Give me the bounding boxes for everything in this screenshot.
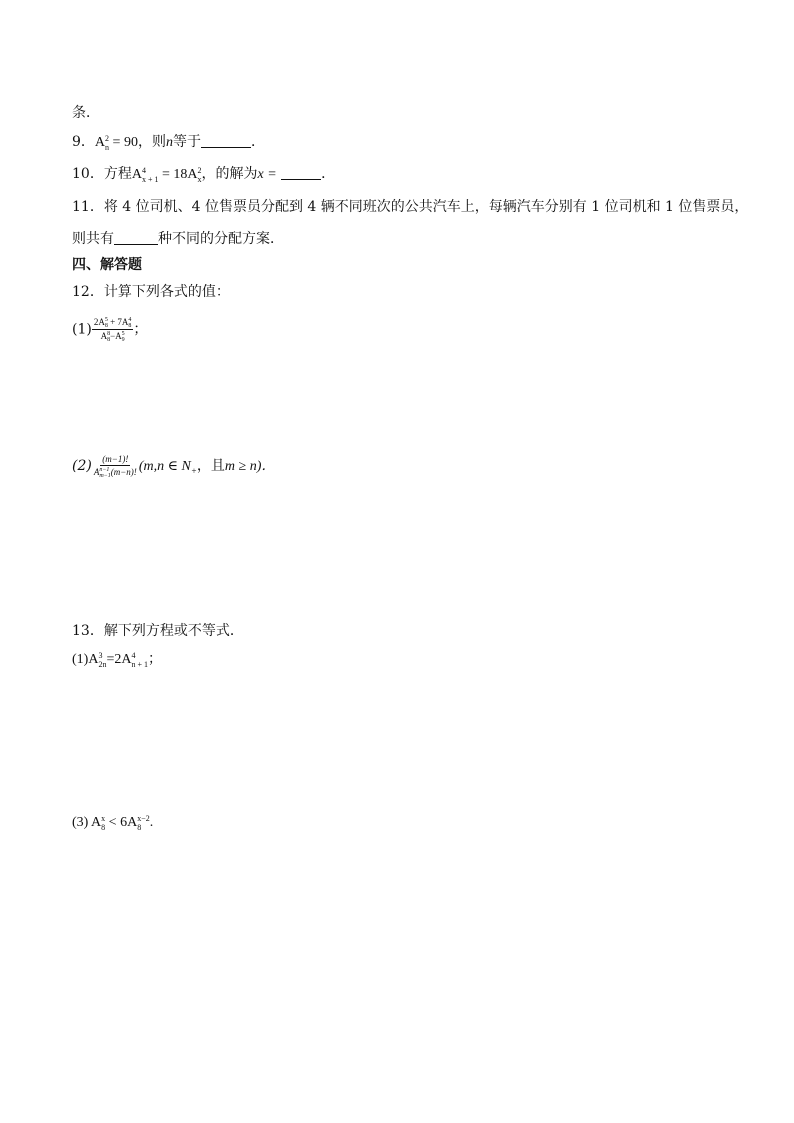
question-10-equation: A 4 x + 1 = 18A 2 x bbox=[131, 165, 202, 184]
question-12-part-2: (2) (m−1)! A n−1 m−1 (m−n)! (m,n ∈ $N_+$，且m ≥ n)． bbox=[72, 454, 276, 479]
question-12-title: 12．计算下列各式的值： bbox=[72, 284, 230, 300]
answer-blank[interactable] bbox=[201, 133, 251, 148]
question-11-line-1: 11．将 4 位司机、4 位售票员分配到 4 辆不同班次的公共汽车上，每辆汽车分别有 1 位司机和 1 位售票员， bbox=[72, 199, 749, 215]
fraction: (m−1)! A n−1 m−1 (m−n)! bbox=[93, 454, 137, 479]
answer-blank[interactable] bbox=[281, 165, 321, 180]
question-9-permutation: A 2 n = 90 bbox=[94, 133, 138, 152]
question-11-line-2: 则共有 种不同的分配方案． bbox=[72, 231, 284, 247]
question-10: 10．方程A 4 x + 1 = 18A 2 x ，的解为x = ． bbox=[72, 165, 336, 184]
continuation-text: 条． bbox=[72, 105, 100, 121]
section-heading: 四、解答题 bbox=[72, 257, 142, 273]
question-13-part-3: (3) A x 8 < 6A x−2 8 . bbox=[72, 813, 154, 832]
question-12-part-1: (1) 2A 5 8 + 7A 4 8 A 8 8 −A 5 9 ； bbox=[72, 316, 148, 343]
question-9: 9．A 2 n = 90，则n等于 ． bbox=[72, 133, 265, 152]
fraction: 2A 5 8 + 7A 4 8 A 8 8 −A 5 9 bbox=[93, 316, 132, 343]
answer-blank[interactable] bbox=[114, 230, 158, 245]
question-13-title: 13．解下列方程或不等式． bbox=[72, 623, 244, 639]
question-13-part-1: (1)A 3 2n =2A 4 n + 1 ； bbox=[72, 650, 162, 669]
question-9-number: 9． bbox=[72, 134, 95, 150]
